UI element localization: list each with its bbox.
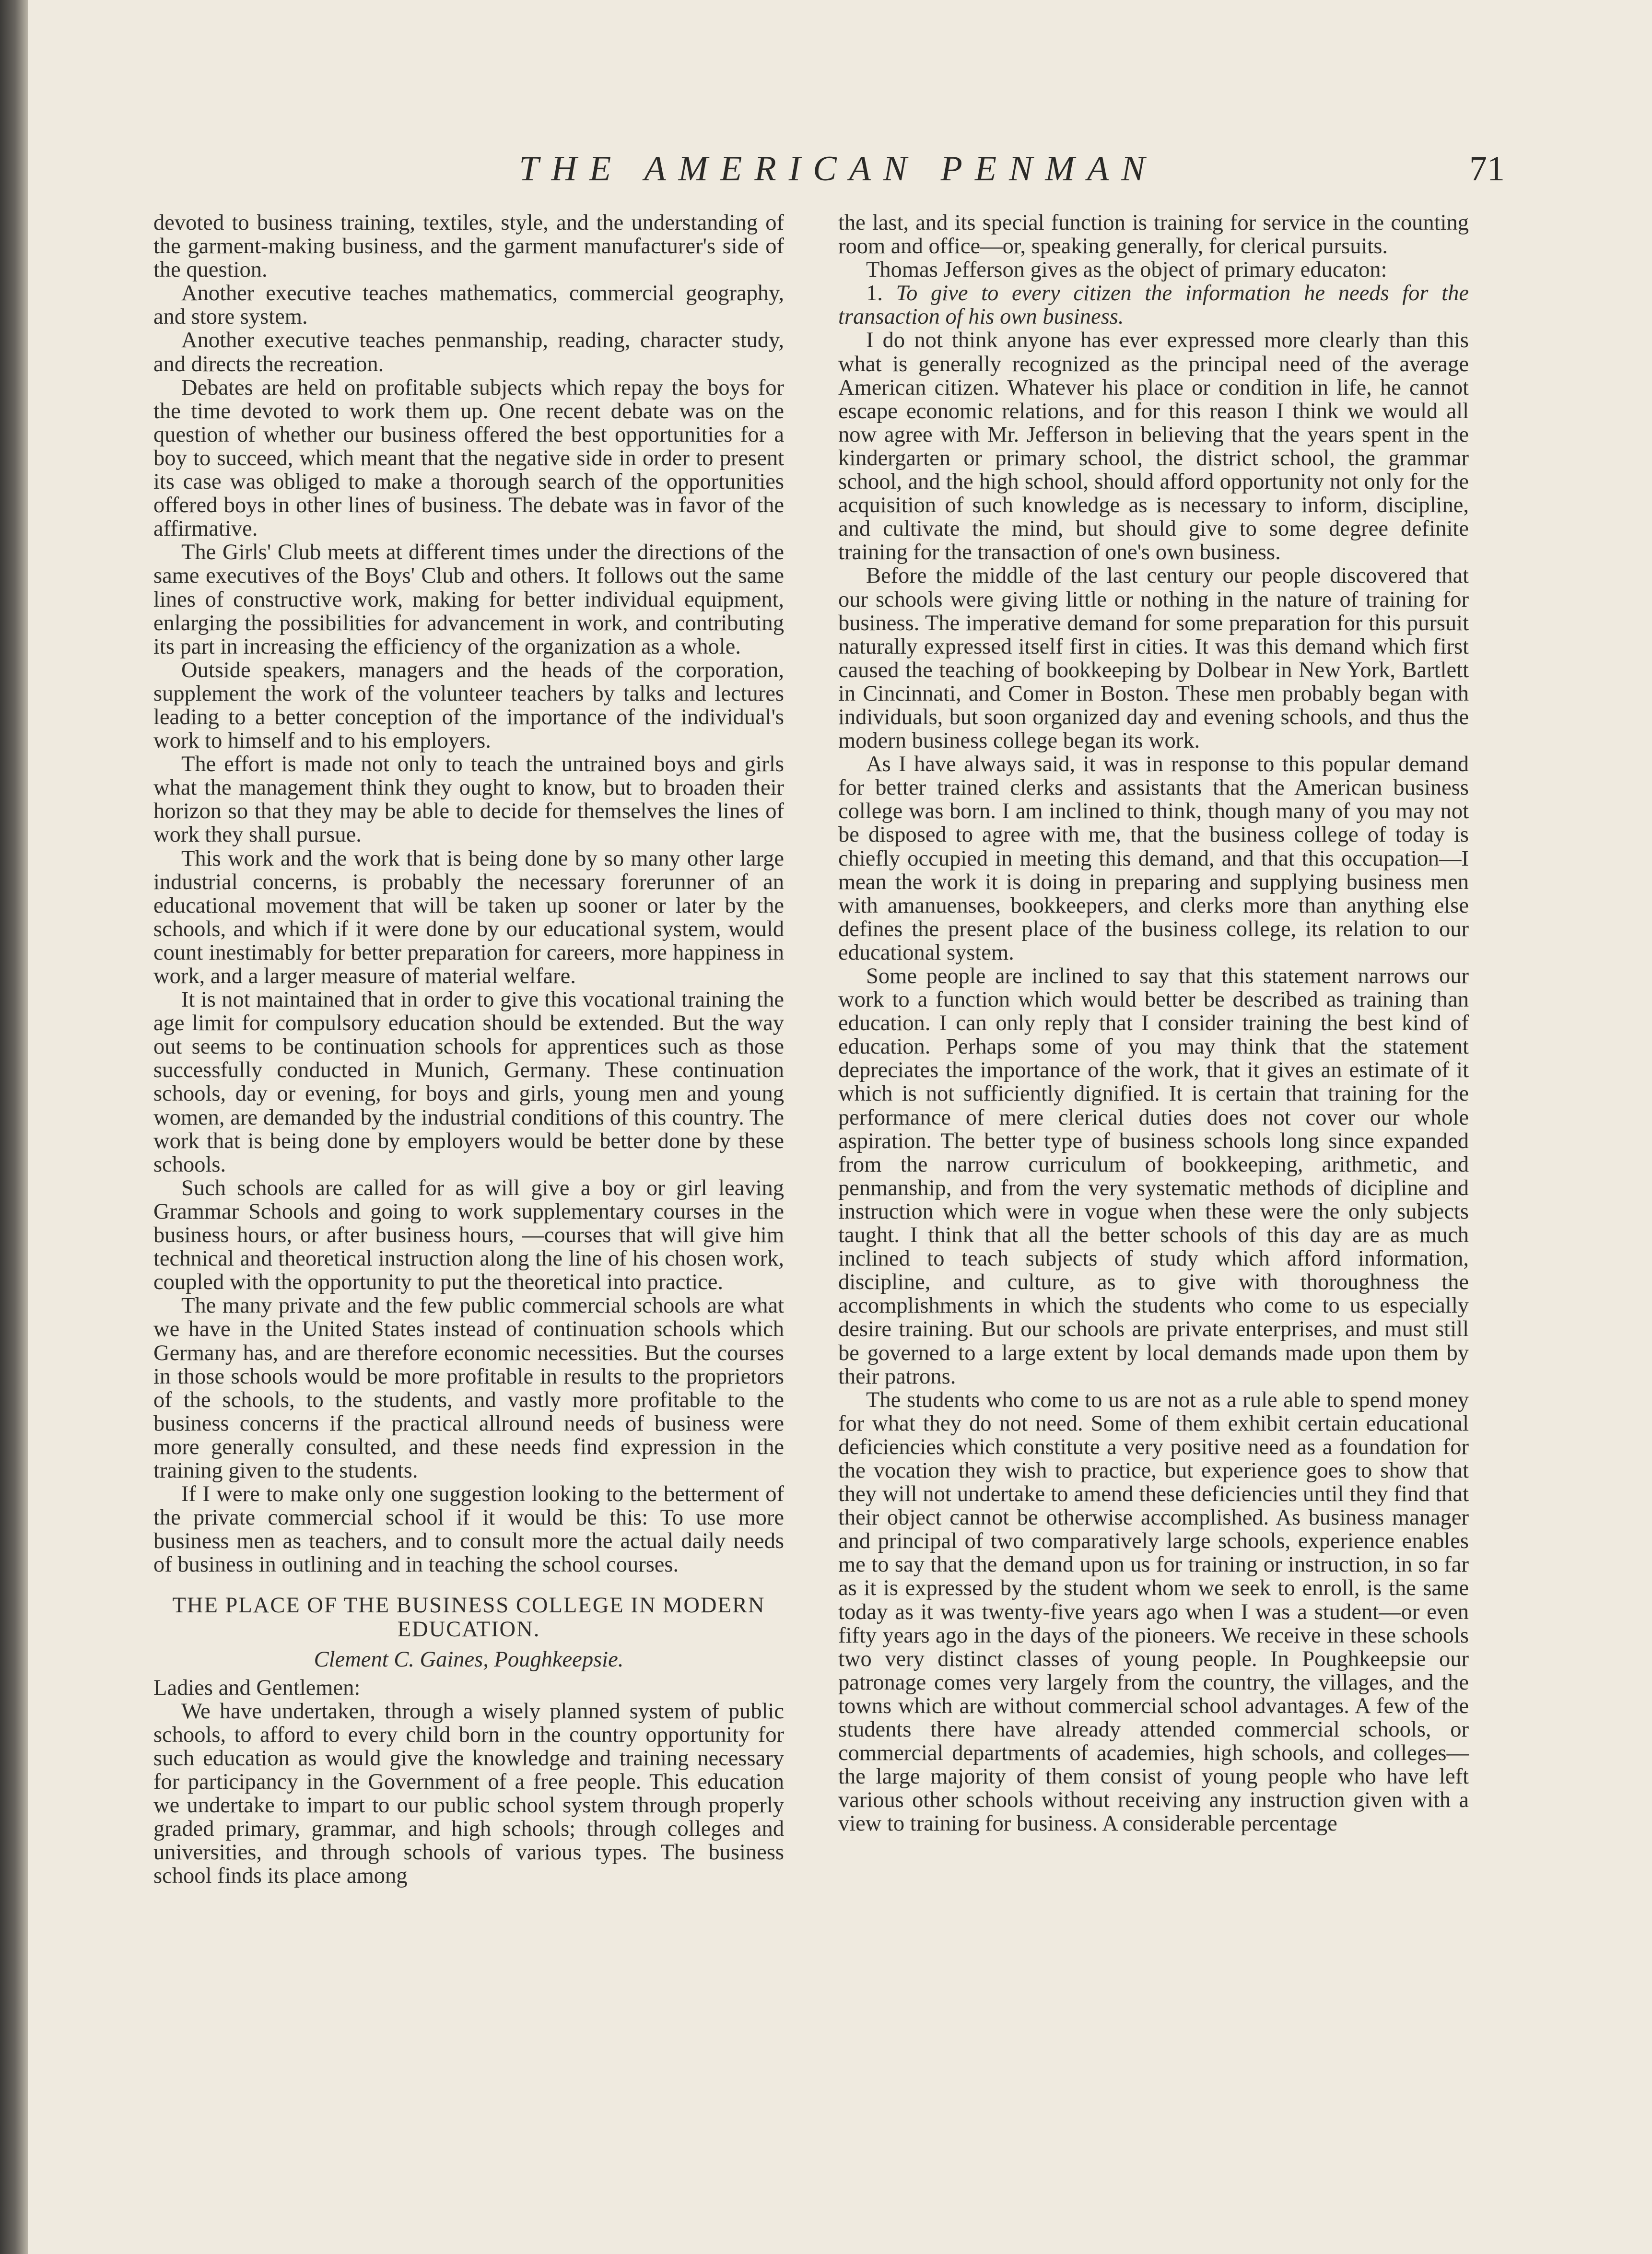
salutation: Ladies and Gentlemen:	[153, 1675, 361, 1700]
paragraph: Another executive teaches penmanship, reading, character study, and directs the recreation.	[153, 328, 784, 376]
article-byline: Clement C. Gaines, Poughkeepsie.	[314, 1647, 624, 1672]
jefferson-quote	[838, 282, 1469, 329]
paragraph: Another executive teaches mathematics, commercial geography, and store system.	[153, 281, 784, 329]
paragraph: Debates are held on profitable subjects which repay the boys for the time devoted to work them up. One recent debate was on the question of whether our business offered the best opportunities for a boy to succeed, which meant that the negative side in order to present its case was obliged to make a thorough search of the opportunities offered boys in other lines of business. The debate was in favor of the affirmative.	[153, 375, 784, 541]
paragraph: devoted to business training, textiles, style, and the understanding of the garment-making business, and the garment manufacturer's side of the question.	[153, 211, 784, 282]
journal-page	[28, 0, 1652, 2254]
running-title: THE AMERICAN PENMAN	[519, 149, 1158, 188]
paragraph: Outside speakers, managers and the heads of the corporation, supplement the work of the volunteer teachers by talks and lectures leading to a better conception of the importance of the individual's work to himself and to his employers.	[153, 657, 784, 753]
paragraph: It is not maintained that in order to give this vocational training the age limit for compulsory education should be extended. But the way out seems to be continuation schools for apprentices such as those successfully conducted in Munich, Germany. These continuation schools, day or evening, for boys and girls, young men and young women, are demanded by the industrial conditions of this country. The work that is being done by employers would be better done by these schools.	[153, 987, 784, 1177]
book-spine	[0, 0, 28, 2254]
paragraph: The students who come to us are not as a rule able to spend money for what they do not need. Some of them exhibit certain educational deficiencies which constitute a very positive need as a foundation for the vocation they wish to practice, but experience goes to show that they will not undertake to amend these deficiencies until they find that their object cannot be otherwise accomplished. As business manager and principal of two comparatively large schools, experience enables me to say that the demand upon us for training or instruction, in so far as it is expressed by the student whom we seek to enroll, is the same today as it was twenty-five years ago when I was a student—or even fifty years ago in the days of the pioneers. We receive in these schools two very distinct classes of young people. In Poughkeepsie our patronage comes very largely from the country, the villages, and the towns which are without commercial school advantages. A few of the students there have already attended commercial schools, or commercial departments of academies, high schools, and colleges—the large majority of them consist of young people who have left various other schools without receiving any instruction given with a view to training for business. A considerable percentage	[838, 1387, 1469, 1836]
paragraph: As I have always said, it was in response to this popular demand for better trained clerks and assistants that the American business college was born. I am inclined to think, though many of you may not be disposed to agree with me, that the business college of today is chiefly occupied in meeting this demand, and that this occupation—I mean the work it is doing in preparing and supplying business men with amanuenses, bookkeepers, and clerks more than anything else defines the present place of the business college, its relation to our educational system.	[838, 752, 1469, 965]
paragraph: The many private and the few public commercial schools are what we have in the United States instead of continuation schools which Germany has, and are therefore economic necessities. But the courses in those schools would be more profitable in results to the proprietors of the schools, to the students, and vastly more profitable to the business concerns if the practical allround needs of business were more generally consulted, and these needs find expression in the training given to the students.	[153, 1293, 784, 1483]
paragraph: Before the middle of the last century our people discovered that our schools were giving little or nothing in the nature of training for business. The imperative demand for some preparation for this pursuit naturally expressed itself first in cities. It was this demand which first caused the teaching of bookkeeping by Dolbear in New York, Bartlett in Cincinnati, and Comer in Boston. These men probably began with individuals, but soon organized day and evening schools, and thus the modern business college began its work.	[838, 564, 1469, 753]
paragraph: the last, and its special function is training for service in the counting room and office—or, speaking generally, for clerical pursuits.	[838, 211, 1469, 259]
paragraph: The effort is made not only to teach the untrained boys and girls what the management think they ought to know, but to broaden their horizon so that they may be able to decide for themselves the lines of work they shall pursue.	[153, 752, 784, 847]
paragraph: The Girls' Club meets at different times under the directions of the same executives of the Boys' Club and others. It follows out the same lines of constructive work, making for better individual equipment, enlarging the possibilities for advancement in work, and contributing its part in increasing the efficiency of the organization as a whole.	[153, 540, 784, 659]
paragraph: Thomas Jefferson gives as the object of primary educaton:	[866, 258, 1387, 282]
page-number: 71	[1469, 149, 1505, 188]
quote-text: To give to every citizen the information he needs for the transaction of his own business.	[838, 281, 1469, 329]
paragraph: If I were to make only one suggestion looking to the betterment of the private commercial school if it would be this: To use more business men as teachers, and to consult more the actual daily needs of business in outlining and in teaching the school courses.	[153, 1482, 784, 1577]
left-column	[153, 211, 784, 1888]
paragraph: I do not think anyone has ever expressed more clearly than this what is generally recognized as the principal need of the average American citizen. Whatever his place or condition in life, he cannot escape economic relations, and for this reason I think we would all now agree with Mr. Jefferson in believing that the years spent in the kindergarten or primary school, the district school, the grammar school, and the high school, should afford opportunity not only for the acquisition of such knowledge as is necessary to inform, discipline, and cultivate the mind, but should give to some degree definite training for the transaction of one's own business.	[838, 328, 1469, 565]
page-header	[172, 144, 1505, 197]
article-heading: THE PLACE OF THE BUSINESS COLLEGE IN MODERN EDUCATION.	[172, 1593, 765, 1642]
paragraph: This work and the work that is being done by so many other large industrial concerns, is probably the necessary forerunner of an educational movement that will be taken up sooner or later by the schools, and which if it were done by our educational system, would count inestimably for better preparation for careers, more happiness in work, and a larger measure of material welfare.	[153, 846, 784, 988]
paragraph: We have undertaken, through a wisely planned system of public schools, to afford to every child born in the country opportunity for such education as would give the knowledge and training necessary for participancy in the Government of a free people. This education we undertake to impart to our public school system through properly graded primary, grammar, and high schools; through colleges and universities, and through schools of various types. The business school finds its place among	[153, 1699, 784, 1889]
right-column	[838, 211, 1469, 1835]
quote-number: 1.	[866, 281, 883, 306]
paragraph: Some people are inclined to say that this statement narrows our work to a function which would better be described as training than education. I can only reply that I consider training the best kind of education. Perhaps some of you may think that the statement depreciates the importance of the work, that it gives an estimate of it which is not sufficiently dignified. It is certain that training for the performance of mere clerical duties does not cover our whole aspiration. The better type of business schools long since expanded from the narrow curriculum of bookkeeping, arithmetic, and penmanship, and from the very systematic methods of dicipline and instruction which were in vogue when these were the only subjects taught. I think that all the better schools of this day are as much inclined to teach subjects of study which afford information, discipline, and culture, as to give with thoroughness the accomplishments in which the students who come to us especially desire training. But our schools are private enterprises, and must still be governed to a large extent by local demands made upon them by their patrons.	[838, 964, 1469, 1389]
paragraph: Such schools are called for as will give a boy or girl leaving Grammar Schools and going to work supplementary courses in the business hours, or after business hours, —courses that will give him technical and theoretical instruction along the line of his chosen work, coupled with the opportunity to put the theoretical into practice.	[153, 1175, 784, 1295]
